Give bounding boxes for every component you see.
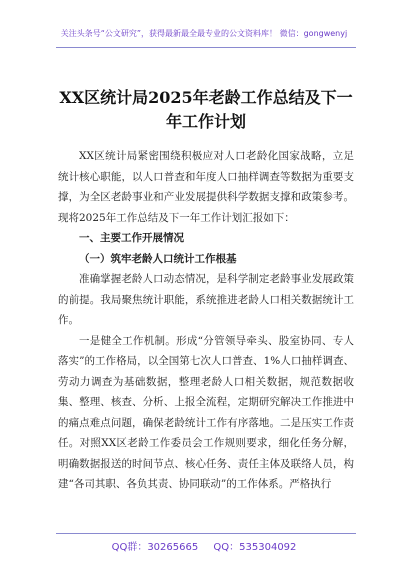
- subsection-heading: （一）筑牢老龄人口统计工作根基: [79, 252, 237, 265]
- body-paragraph: 准确掌握老龄人口动态情况，是科学制定老龄事业发展政策的前提。我局聚焦统计职能，系统推进老龄人口相关数据统计工作。: [58, 273, 354, 326]
- footer-divider: [56, 533, 356, 534]
- header-divider: [56, 47, 356, 48]
- intro-paragraph: XX区统计局紧密围绕积极应对人口老龄化国家战略，立足统计核心职能，以人口普查和年度人口抽样调查等数据为重要支撑，为全区老龄事业和产业发展提供科学数据支撑和政策参考。现将2025年工作总结及下一年工作计划汇报如下：: [58, 150, 354, 224]
- header-notice: 关注头条号“公文研究”，获得最新最全最专业的公文资料库！ 微信：gongwenyj: [60, 29, 348, 38]
- section-heading: 一、主要工作开展情况: [79, 232, 184, 244]
- document-body: [58, 146, 354, 495]
- body-paragraph: 一是健全工作机制。形成“分管领导牵头、股室协同、专人落实”的工作格局，以全国第七次人口普查、1%人口抽样调查、劳动力调查为基础数据，整理老龄人口相关数据，规范数据收集、整理、核查、分析、上报全流程，定期研究解决工作推进中的痛点难点问题，确保老龄统计工作有序落地。二是压实工作责任。对照XX区老龄工作委员会工作规则要求，细化任务分解，明确数据报送的时间节点、核心任务、责任主体及联络人员，构建“各司其职、各负其责、协同联动”的工作体系。严格执行: [58, 334, 354, 490]
- footer-contacts: [0, 538, 408, 553]
- footer-qq: QQ：535304092: [213, 542, 297, 553]
- document-title: XX区统计局2025年老龄工作总结及下一年工作计划: [59, 88, 353, 131]
- footer-qq-group: QQ群：30265665: [111, 542, 199, 553]
